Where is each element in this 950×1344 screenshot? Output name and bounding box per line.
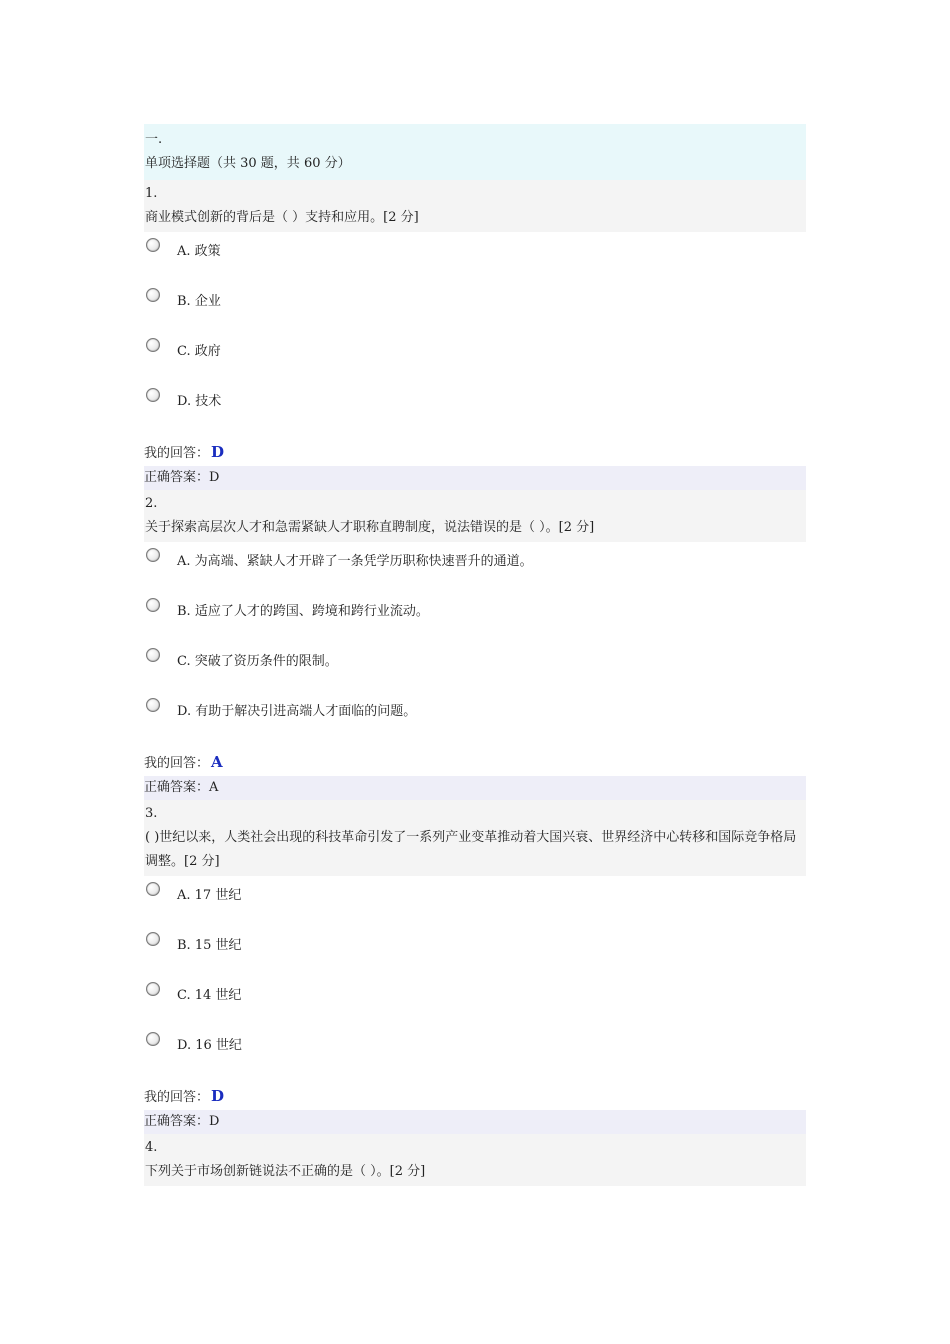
radio-button[interactable] [146, 388, 160, 402]
option-label: C. 政府 [177, 344, 221, 359]
question-text: 下列关于市场创新链说法不正确的是（ ）。[2 分] [145, 1164, 426, 1179]
question-4 [144, 1134, 806, 1186]
exam-page [144, 124, 806, 1186]
option-d[interactable] [144, 1032, 806, 1082]
option-d[interactable] [144, 388, 806, 438]
my-answer-value: A [211, 753, 223, 771]
option-label: B. 适应了人才的跨国、跨境和跨行业流动。 [177, 604, 429, 619]
correct-answer-value: A [209, 780, 219, 795]
question-number: 3. [145, 806, 158, 821]
question-text: 关于探索高层次人才和急需紧缺人才职称直聘制度，说法错误的是（ ）。[2 分] [145, 520, 595, 535]
option-label: D. 有助于解决引进高端人才面临的问题。 [177, 704, 417, 719]
my-answer-value: D [211, 1087, 225, 1105]
correct-answer [144, 776, 806, 800]
option-list [144, 232, 806, 438]
correct-answer [144, 466, 806, 490]
question-header [144, 490, 806, 542]
question-1 [144, 180, 806, 490]
radio-button[interactable] [146, 598, 160, 612]
option-label: A. 政策 [177, 244, 221, 259]
question-3 [144, 800, 806, 1134]
radio-button[interactable] [146, 288, 160, 302]
option-b[interactable] [144, 288, 806, 338]
question-header [144, 800, 806, 876]
option-label: C. 突破了资历条件的限制。 [177, 654, 338, 669]
radio-button[interactable] [146, 982, 160, 996]
radio-button[interactable] [146, 648, 160, 662]
my-answer [144, 748, 806, 776]
radio-button[interactable] [146, 1032, 160, 1046]
option-a[interactable] [144, 882, 806, 932]
question-header [144, 1134, 806, 1186]
radio-button[interactable] [146, 338, 160, 352]
my-answer-label: 我的回答： [144, 756, 210, 771]
question-2 [144, 490, 806, 800]
option-a[interactable] [144, 548, 806, 598]
question-number: 1. [145, 186, 158, 201]
correct-answer-value: D [209, 470, 220, 485]
my-answer [144, 438, 806, 466]
question-number: 4. [145, 1140, 158, 1155]
option-label: B. 15 世纪 [177, 938, 242, 953]
option-label: D. 技术 [177, 394, 222, 409]
radio-button[interactable] [146, 238, 160, 252]
option-d[interactable] [144, 698, 806, 748]
radio-button[interactable] [146, 698, 160, 712]
option-b[interactable] [144, 932, 806, 982]
option-list [144, 876, 806, 1082]
question-header [144, 180, 806, 232]
option-label: A. 17 世纪 [177, 888, 242, 903]
section-header [144, 124, 806, 180]
option-c[interactable] [144, 982, 806, 1032]
option-label: A. 为高端、紧缺人才开辟了一条凭学历职称快速晋升的通道。 [177, 554, 533, 569]
option-b[interactable] [144, 598, 806, 648]
section-number: 一. [145, 132, 163, 147]
correct-answer-label: 正确答案： [144, 470, 210, 485]
option-list [144, 542, 806, 748]
option-c[interactable] [144, 338, 806, 388]
option-c[interactable] [144, 648, 806, 698]
my-answer-value: D [211, 443, 225, 461]
correct-answer [144, 1110, 806, 1134]
radio-button[interactable] [146, 882, 160, 896]
radio-button[interactable] [146, 548, 160, 562]
question-number: 2. [145, 496, 158, 511]
question-text: ( )世纪以来，人类社会出现的科技革命引发了一系列产业变革推动着大国兴衰、世界经济中心转移和国际竞争格局调整。[2 分] [145, 830, 797, 869]
section-title: 单项选择题（共 30 题，共 60 分） [145, 156, 351, 171]
my-answer-label: 我的回答： [144, 1090, 210, 1105]
my-answer [144, 1082, 806, 1110]
my-answer-label: 我的回答： [144, 446, 210, 461]
correct-answer-label: 正确答案： [144, 780, 210, 795]
option-label: C. 14 世纪 [177, 988, 242, 1003]
option-a[interactable] [144, 238, 806, 288]
option-label: D. 16 世纪 [177, 1038, 242, 1053]
correct-answer-label: 正确答案： [144, 1114, 210, 1129]
correct-answer-value: D [209, 1114, 220, 1129]
question-text: 商业模式创新的背后是（ ）支持和应用。[2 分] [145, 210, 419, 225]
radio-button[interactable] [146, 932, 160, 946]
option-label: B. 企业 [177, 294, 221, 309]
